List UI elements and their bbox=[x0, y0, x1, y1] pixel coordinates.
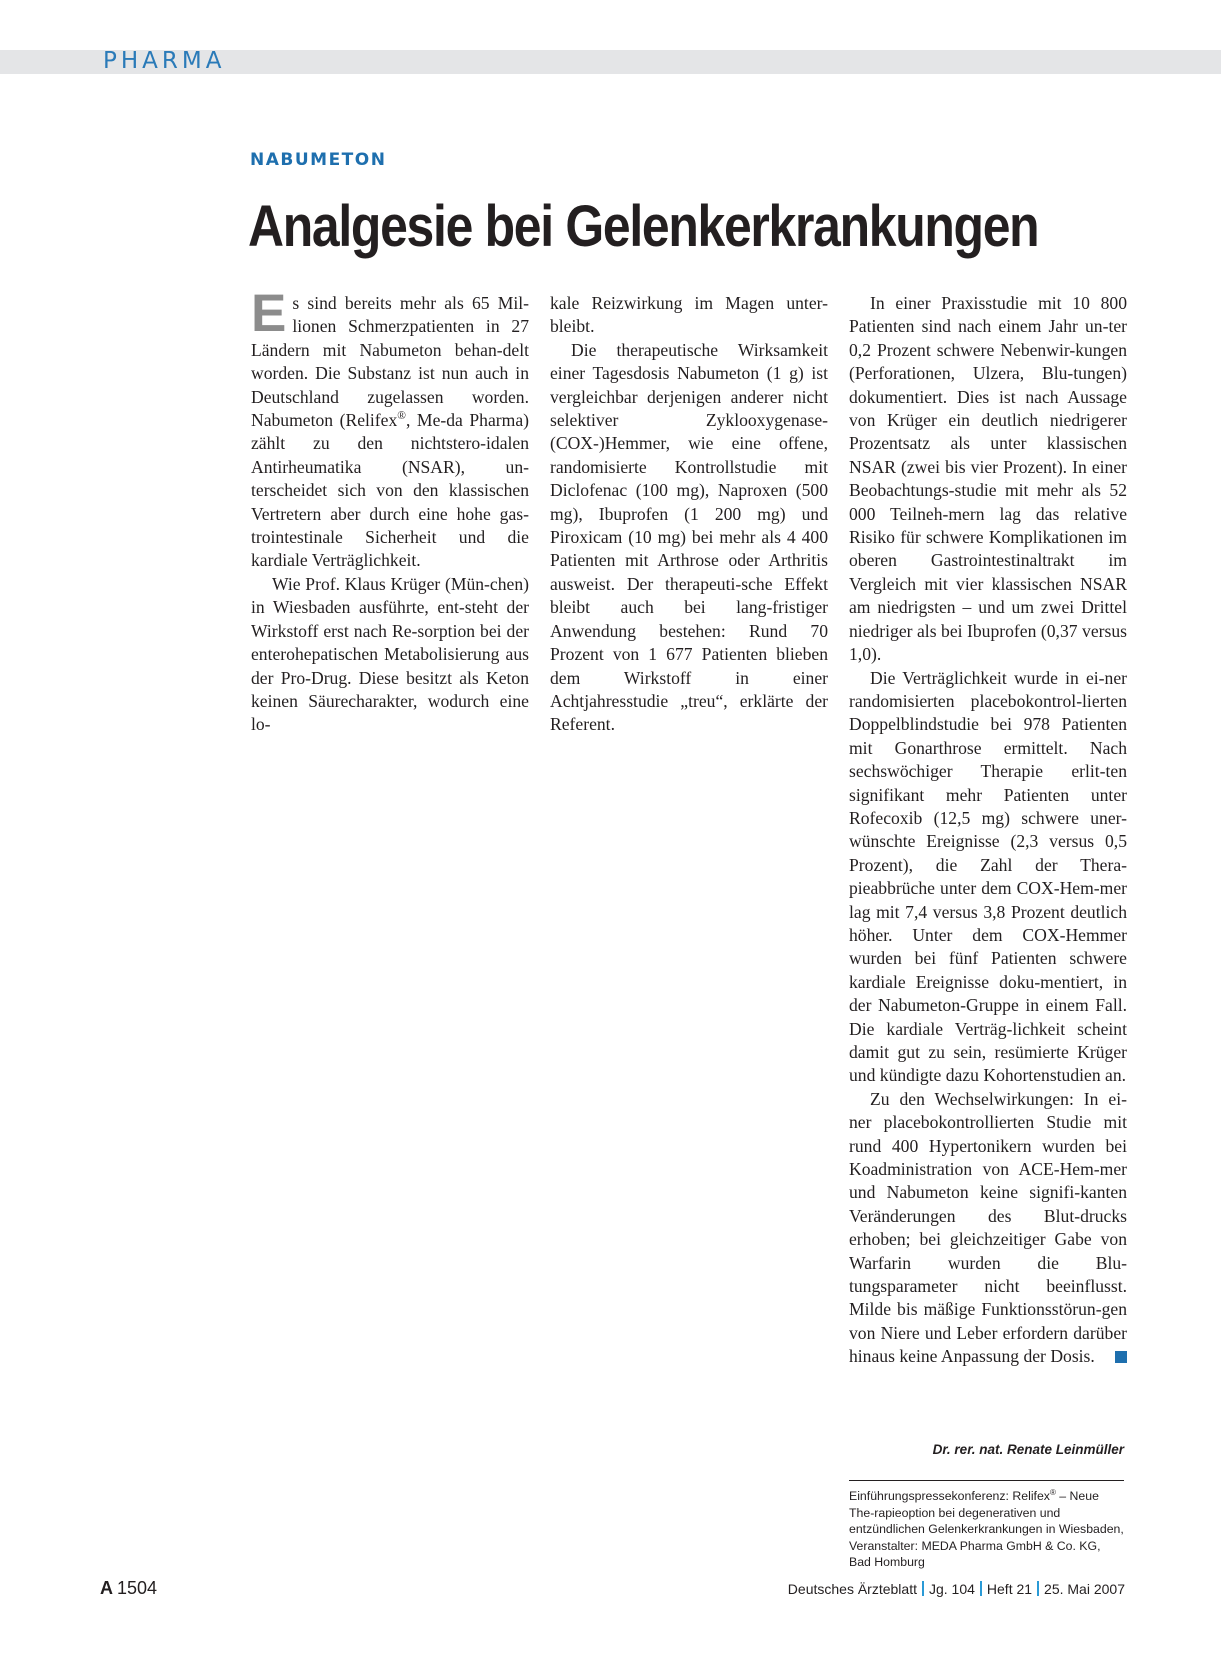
paragraph: Wie Prof. Klaus Krüger (Mün-chen) in Wiesbaden ausführte, ent-steht der Wirkstoff erst nach Re-sorption bei der enterohepatischen Metabolisierung aus der Pro-Drug. Diese besitzt als Keton keinen Säurecharakter, wodurch eine lo- bbox=[251, 573, 529, 735]
author-byline: Dr. rer. nat. Renate Leinmüller bbox=[932, 1442, 1124, 1457]
separator bbox=[980, 1581, 982, 1596]
paragraph: Die therapeutische Wirksamkeit einer Tagesdosis Nabumeton (1 g) ist vergleichbar derjenigen anderer nicht selektiver Zyklooxygenase-(COX-)Hemmer, wie eine offene, randomisierte Kontrollstudie mit Diclofenac (100 mg), Naproxen (500 mg), Ibuprofen (1 200 mg) und Piroxicam (10 mg) bei mehr als 4 400 Patienten mit Arthrose oder Arthritis ausweist. Der therapeuti-sche Effekt bleibt auch bei lang-fristiger Anwendung bestehen: Rund 70 Prozent von 1 677 Patienten blieben dem Wirkstoff in einer Achtjahresstudie „treu“, erklärte der Referent. bbox=[550, 339, 828, 735]
paragraph-text: , Me-da Pharma) zählt zu den nichtstero-idalen Antirheumatika (NSAR), un-terscheidet sich von den klassischen Vertretern aber durch eine hohe gas-trointestinale Sicherheit und die kardiale Verträglichkeit. bbox=[251, 410, 529, 571]
paragraph: In einer Praxisstudie mit 10 800 Patienten sind nach einem Jahr un-ter 0,2 Prozent schwere Nebenwir-kungen (Perforationen, Ulzera, Blu-tungen) dokumentiert. Dies ist nach Aussage von Krüger ein deutlich niedrigerer Prozentsatz als unter klassischen NSAR (zwei bis vier Prozent). In einer Beobachtungs-studie mit mehr als 52 000 Teilneh-mern lag das relative Risiko für schwere Komplikationen im oberen Gastrointestinaltrakt im Vergleich mit vier klassischen NSAR am niedrigsten – und um zwei Drittel niedriger als bei Ibuprofen (0,37 versus 1,0). bbox=[849, 293, 1127, 665]
text-column-2 bbox=[550, 292, 828, 737]
separator bbox=[922, 1581, 924, 1596]
end-of-article-square-icon bbox=[1115, 1351, 1127, 1363]
article-kicker: NABUMETON bbox=[250, 150, 387, 170]
registered-mark: ® bbox=[397, 410, 406, 423]
page-prefix: A bbox=[100, 1578, 113, 1598]
registered-mark: ® bbox=[1049, 1487, 1056, 1497]
page-number bbox=[100, 1578, 157, 1599]
paragraph-text: s sind bereits mehr als 65 Mil-lionen Schmerzpatienten in 27 Ländern mit Nabumeton behan-delt worden. Die Substanz ist nun auch in Deutschland zugelassen worden. Nabumeton (Relifex bbox=[251, 293, 529, 431]
separator bbox=[1037, 1581, 1039, 1596]
footnote-text: – Neue The-rapieoption bei degenerativen und entzündlichen Gelenkerkrankungen in Wiesbaden, Veranstalter: MEDA Pharma GmbH & Co. KG, Bad Homburg bbox=[849, 1489, 1124, 1569]
journal-name: Deutsches Ärzteblatt bbox=[787, 1581, 917, 1597]
source-footnote bbox=[849, 1488, 1124, 1571]
journal-volume: Jg. 104 bbox=[928, 1581, 975, 1597]
paragraph bbox=[251, 284, 529, 573]
footnote-divider bbox=[849, 1480, 1124, 1481]
paragraph-text: Zu den Wechselwirkungen: In ei-ner placebokontrollierten Studie mit rund 400 Hypertonikern wurden bei Koadministration von ACE-Hem-mer und Nabumeton keine signifi-kanten Veränderungen des Blut-drucks erhoben; bei gleichzeitiger Gabe von Warfarin wurden die Blu-tungsparameter nicht beeinflusst. Milde bis mäßige Funktionsstörun-gen von Niere und Leber erfordern darüber hinaus keine Anpassung der Dosis. bbox=[849, 1088, 1127, 1367]
article-title: Analgesie bei Gelenkerkrankungen bbox=[248, 194, 1039, 259]
drop-cap: E bbox=[251, 284, 287, 343]
text-column-3 bbox=[849, 292, 1127, 1369]
paragraph: kale Reizwirkung im Magen unter-bleibt. bbox=[550, 293, 828, 337]
footnote-text: Einführungspressekonferenz: Relifex bbox=[849, 1489, 1050, 1503]
paragraph: Die Verträglichkeit wurde in ei-ner randomisierten placebokontrol-lierten Doppelblindstudie bei 978 Patienten mit Gonarthrose ermittelt. Nach sechswöchiger Therapie erlit-ten signifikant mehr Patienten unter Rofecoxib (12,5 mg) schwere uner-wünschte Ereignisse (2,3 versus 0,5 Prozent), die Zahl der Thera-pieabbrüche unter dem COX-Hem-mer lag mit 7,4 versus 3,8 Prozent deutlich höher. Unter dem COX-Hemmer wurden bei fünf Patienten schwere kardiale Ereignisse doku-mentiert, in der Nabumeton-Gruppe in einem Fall. Die kardiale Verträg-lichkeit scheint damit gut zu sein, resümierte Krüger und kündigte dazu Kohortenstudien an. bbox=[849, 667, 1127, 1086]
section-label: PHARMA bbox=[103, 48, 226, 74]
page-number-value: 1504 bbox=[117, 1578, 158, 1598]
journal-issue: Heft 21 bbox=[986, 1581, 1033, 1597]
paragraph bbox=[849, 1088, 1127, 1369]
journal-date: 25. Mai 2007 bbox=[1044, 1581, 1125, 1597]
journal-info bbox=[788, 1581, 1125, 1597]
text-column-1 bbox=[251, 284, 529, 737]
